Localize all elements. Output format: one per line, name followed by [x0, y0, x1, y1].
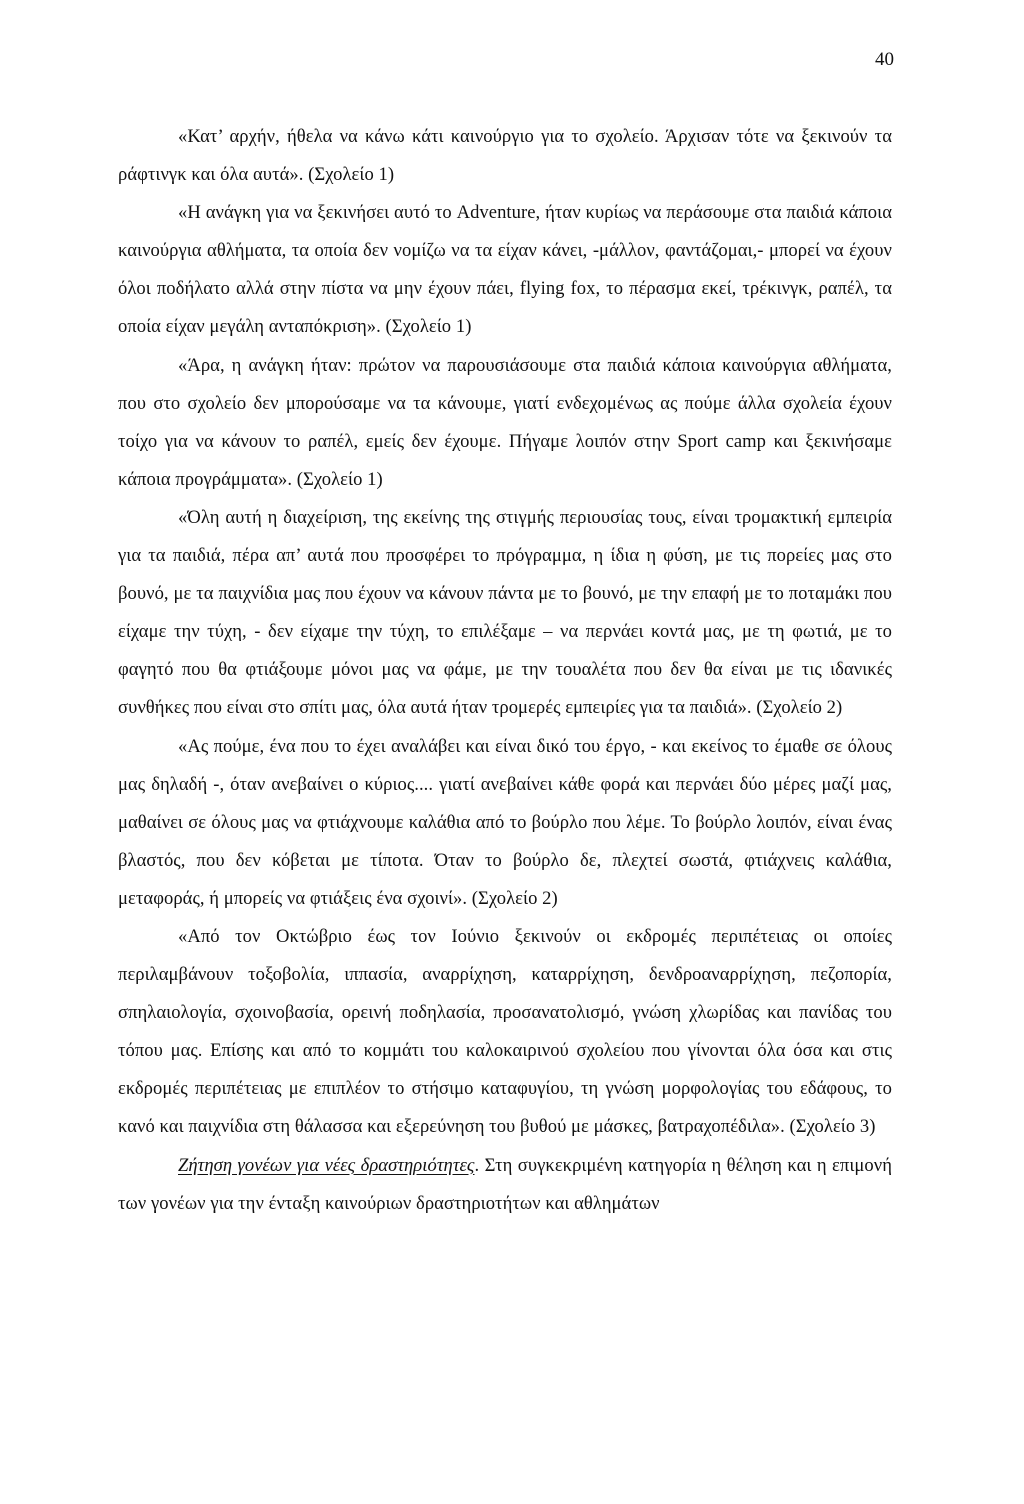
section-heading: Ζήτηση γονέων για νέες δραστηριότητες: [178, 1154, 475, 1176]
section-paragraph: [118, 1147, 892, 1223]
paragraph: «Η ανάγκη για να ξεκινήσει αυτό το Adventure, ήταν κυρίως να περάσουμε στα παιδιά κάποια καινούργια αθλήματα, τα οποία δεν νομίζω να τα είχαν κάνει, -μάλλον, φαντάζομαι,- μπορεί να έχουν όλοι ποδήλατο αλλά στην πίστα να μην έχουν πάει, flying fox, το πέρασμα εκεί, τρέκινγκ, ραπέλ, τα οποία είχαν μεγάλη ανταπόκριση». (Σχολείο 1): [118, 202, 892, 338]
body-text: [118, 118, 892, 1223]
section-text: . Στη συγκεκριμένη κατηγορία η θέληση και η επιμονή των γονέων για την ένταξη καινούριων δραστηριοτήτων και αθλημάτων: [118, 1154, 892, 1214]
paragraph: «Ας πούμε, ένα που το έχει αναλάβει και είναι δικό του έργο, - και εκείνος το έμαθε σε όλους μας δηλαδή -, όταν ανεβαίνει ο κύριος.... γιατί ανεβαίνει κάθε φορά και περνάει δύο μέρες μαζί μας, μαθαίνει σε όλους μας να φτιάχνουμε καλάθια από το βούρλο που λέμε. Το βούρλο λοιπόν, είναι ένας βλαστός, που δεν κόβεται με τίποτα. Όταν το βούρλο δε, πλεχτεί σωστά, φτιάχνεις καλάθια, μεταφοράς, ή μπορείς να φτιάξεις ένα σχοινί». (Σχολείο 2): [118, 735, 892, 909]
paragraph: «Κατ’ αρχήν, ήθελα να κάνω κάτι καινούργιο για το σχολείο. Άρχισαν τότε να ξεκινούν τα ράφτινγκ και όλα αυτά». (Σχολείο 1): [118, 126, 892, 186]
paragraph: «Άρα, η ανάγκη ήταν: πρώτον να παρουσιάσουμε στα παιδιά κάποια καινούργια αθλήματα, που στο σχολείο δεν μπορούσαμε να τα κάνουμε, γιατί ενδεχομένως ας πούμε άλλα σχολεία έχουν τοίχο για να κάνουν το ραπέλ, εμείς δεν έχουμε. Πήγαμε λοιπόν στην Sport camp και ξεκινήσαμε κάποια προγράμματα». (Σχολείο 1): [118, 354, 892, 490]
paragraph: «Όλη αυτή η διαχείριση, της εκείνης της στιγμής περιουσίας τους, είναι τρομακτική εμπειρία για τα παιδιά, πέρα απ’ αυτά που προσφέρει το πρόγραμμα, η ίδια η φύση, με τις πορείες μας στο βουνό, με τα παιχνίδια μας που έχουν να κάνουν πάντα με το βουνό, με την επαφή με το ποταμάκι που είχαμε την τύχη, - δεν είχαμε την τύχη, το επιλέξαμε – να περνάει κοντά μας, με τη φωτιά, με το φαγητό που θα φτιάξουμε μόνοι μας να φάμε, με την τουαλέτα που δεν θα είναι με τις ιδανικές συνθήκες που είναι στο σπίτι μας, όλα αυτά ήταν τρομερές εμπειρίες για τα παιδιά». (Σχολείο 2): [118, 506, 892, 719]
paragraph: «Από τον Οκτώβριο έως τον Ιούνιο ξεκινούν οι εκδρομές περιπέτειας οι οποίες περιλαμβάνουν τοξοβολία, ιππασία, αναρρίχηση, καταρρίχηση, δενδροαναρρίχηση, πεζοπορία, σπηλαιολογία, σχοινοβασία, ορεινή ποδηλασία, προσανατολισμό, γνώση χλωρίδας και πανίδας του τόπου μας. Επίσης και από το κομμάτι του καλοκαιρινού σχολείου που γίνονται όλα όσα και στις εκδρομές περιπέτειας με επιπλέον το στήσιμο καταφυγίου, τη γνώση μορφολογίας του εδάφους, το κανό και παιχνίδια στη θάλασσα και εξερεύνηση του βυθού με μάσκες, βατραχοπέδιλα». (Σχολείο 3): [118, 925, 892, 1138]
page-number: 40: [875, 49, 894, 70]
